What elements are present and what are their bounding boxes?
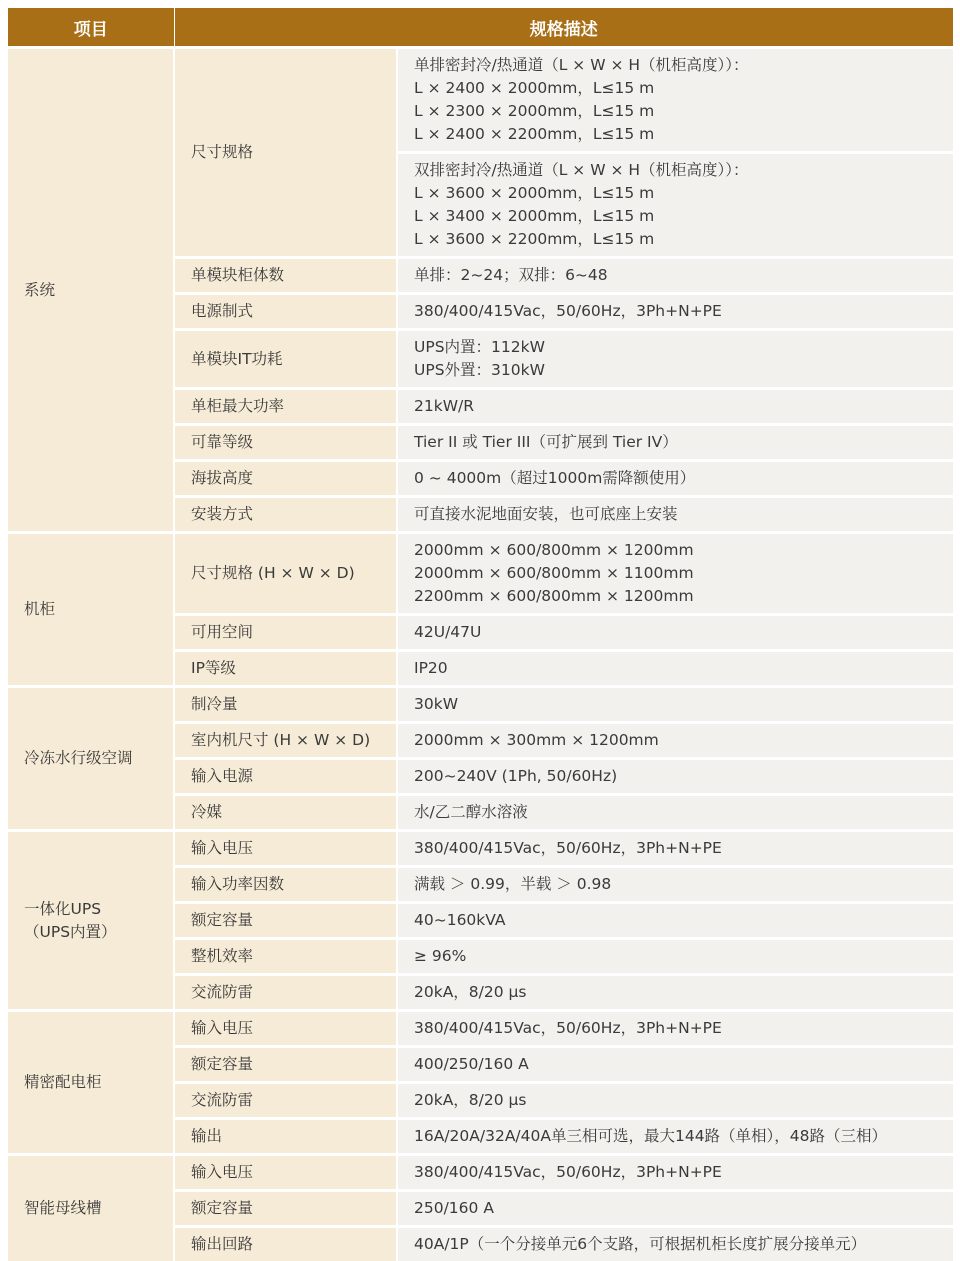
item-label: 额定容量 [174,1047,397,1083]
value-cell [397,1155,953,1191]
category-cell [8,533,174,687]
table-row [8,1155,953,1191]
value-cell [397,831,953,867]
item-label: IP等级 [174,651,397,687]
value-cell [397,759,953,795]
value-cell [397,1083,953,1119]
value-cell [397,867,953,903]
value-line: L × 2300 × 2000mm，L≤15 m [414,100,939,123]
item-label: 冷媒 [174,795,397,831]
category-label: （UPS内置） [24,921,159,944]
value-cell [397,1227,953,1261]
value-line: 400/250/160 A [414,1053,939,1076]
item-label: 电源制式 [174,294,397,330]
item-label: 额定容量 [174,903,397,939]
value-line: 380/400/415Vac，50/60Hz，3Ph+N+PE [414,837,939,860]
category-label: 精密配电柜 [24,1071,159,1094]
item-label: 海拔高度 [174,461,397,497]
item-label: 额定容量 [174,1191,397,1227]
value-line: 200~240V (1Ph, 50/60Hz) [414,765,939,788]
item-label: 单柜最大功率 [174,389,397,425]
header-description: 规格描述 [174,8,953,48]
table-row [8,533,953,615]
item-label: 整机效率 [174,939,397,975]
value-cell [397,1047,953,1083]
item-label: 可用空间 [174,615,397,651]
item-label: 输入功率因数 [174,867,397,903]
category-label: 系统 [24,279,159,302]
item-label: 尺寸规格 (H × W × D) [174,533,397,615]
item-label: 输入电压 [174,1155,397,1191]
category-label: 一体化UPS [24,898,159,921]
value-line: 380/400/415Vac，50/60Hz，3Ph+N+PE [414,1161,939,1184]
item-label: 单模块柜体数 [174,258,397,294]
value-line: L × 3600 × 2000mm，L≤15 m [414,182,939,205]
value-cell [397,795,953,831]
value-line: 单排：2~24；双排：6~48 [414,264,939,287]
value-cell [397,615,953,651]
item-label: 输出回路 [174,1227,397,1261]
value-cell [397,533,953,615]
value-cell [397,258,953,294]
value-line: 2000mm × 600/800mm × 1200mm [414,539,939,562]
value-line: L × 3400 × 2000mm，L≤15 m [414,205,939,228]
item-label: 尺寸规格 [174,48,397,258]
value-cell [397,903,953,939]
table-row [8,687,953,723]
value-line: Tier II 或 Tier III（可扩展到 Tier IV） [414,431,939,454]
value-cell [397,975,953,1011]
item-label: 安装方式 [174,497,397,533]
table-row [8,1011,953,1047]
value-line: 双排密封冷/热通道（L × W × H（机柜高度））： [414,159,939,182]
value-line: 2200mm × 600/800mm × 1200mm [414,585,939,608]
value-line: 40~160kVA [414,909,939,932]
value-line: 380/400/415Vac，50/60Hz，3Ph+N+PE [414,1017,939,1040]
value-cell [397,389,953,425]
value-cell [397,48,953,153]
value-line: 30kW [414,693,939,716]
value-cell [397,651,953,687]
header-row [8,8,953,48]
item-label: 单模块IT功耗 [174,330,397,389]
item-label: 输入电源 [174,759,397,795]
value-cell [397,687,953,723]
category-label: 机柜 [24,598,159,621]
value-cell [397,461,953,497]
table-row [8,48,953,153]
category-cell [8,1011,174,1155]
item-label: 输入电压 [174,831,397,867]
category-cell [8,1155,174,1261]
value-line: 40A/1P（一个分接单元6个支路，可根据机柜长度扩展分接单元） [414,1233,939,1256]
value-line: 单排密封冷/热通道（L × W × H（机柜高度））： [414,54,939,77]
value-line: ≥ 96% [414,945,939,968]
item-label: 输入电压 [174,1011,397,1047]
value-cell [397,330,953,389]
category-cell [8,48,174,533]
value-line: UPS外置：310kW [414,359,939,382]
value-line: 2000mm × 300mm × 1200mm [414,729,939,752]
value-line: 2000mm × 600/800mm × 1100mm [414,562,939,585]
value-line: 380/400/415Vac，50/60Hz，3Ph+N+PE [414,300,939,323]
header-item: 项目 [8,8,174,48]
item-label: 输出 [174,1119,397,1155]
value-line: L × 2400 × 2000mm，L≤15 m [414,77,939,100]
value-cell [397,1191,953,1227]
value-cell [397,497,953,533]
value-cell [397,1011,953,1047]
value-cell [397,723,953,759]
value-cell [397,294,953,330]
value-cell [397,153,953,258]
value-line: L × 3600 × 2200mm，L≤15 m [414,228,939,251]
item-label: 交流防雷 [174,975,397,1011]
item-label: 制冷量 [174,687,397,723]
value-line: L × 2400 × 2200mm，L≤15 m [414,123,939,146]
item-label: 可靠等级 [174,425,397,461]
table-row [8,831,953,867]
value-line: 250/160 A [414,1197,939,1220]
value-line: 21kW/R [414,395,939,418]
value-cell [397,939,953,975]
category-cell [8,831,174,1011]
value-line: UPS内置：112kW [414,336,939,359]
item-label: 室内机尺寸 (H × W × D) [174,723,397,759]
value-line: 42U/47U [414,621,939,644]
value-line: 0 ~ 4000m（超过1000m需降额使用） [414,467,939,490]
spec-table [8,8,953,1261]
value-line: IP20 [414,657,939,680]
category-cell [8,687,174,831]
value-line: 16A/20A/32A/40A单三相可选，最大144路（单相），48路（三相） [414,1125,939,1148]
value-line: 可直接水泥地面安装，也可底座上安装 [414,503,939,526]
value-line: 20kA，8/20 μs [414,1089,939,1112]
category-label: 智能母线槽 [24,1197,159,1220]
value-line: 满载 ＞ 0.99，半载 ＞ 0.98 [414,873,939,896]
item-label: 交流防雷 [174,1083,397,1119]
value-cell [397,425,953,461]
value-line: 水/乙二醇水溶液 [414,801,939,824]
value-line: 20kA，8/20 μs [414,981,939,1004]
category-label: 冷冻水行级空调 [24,747,159,770]
value-cell [397,1119,953,1155]
